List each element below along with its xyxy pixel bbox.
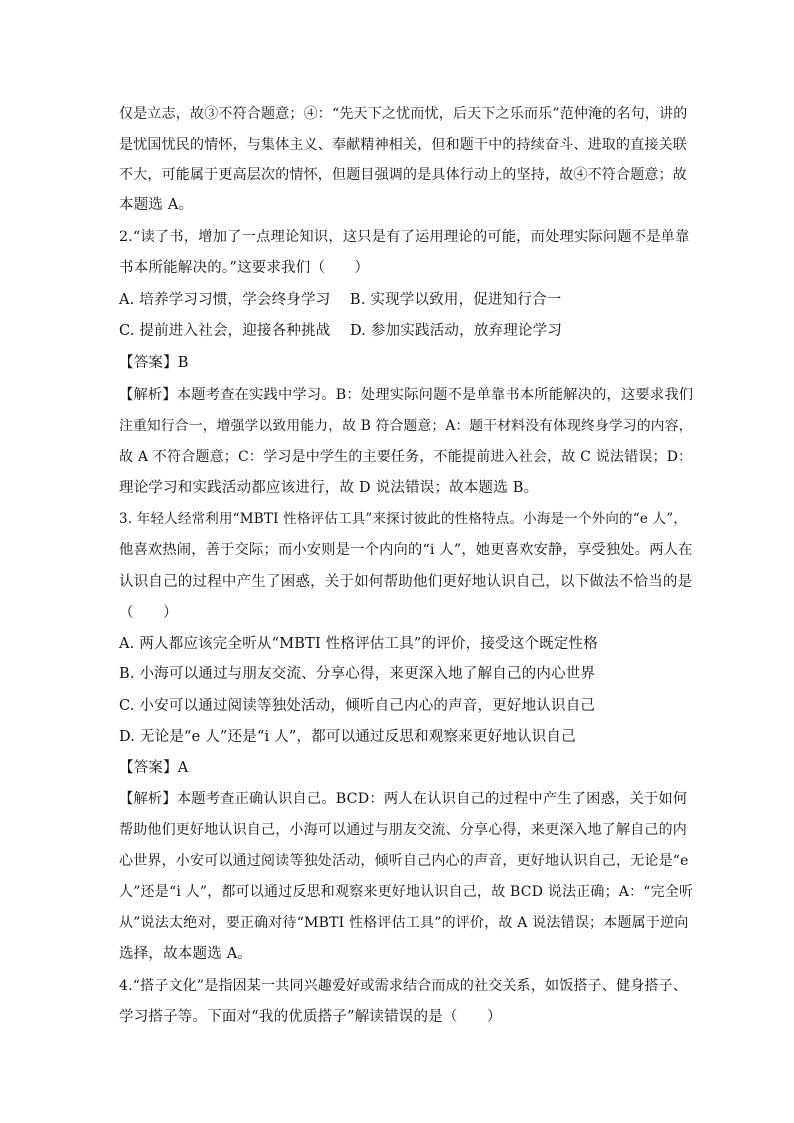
- text-line: 本题选 A。: [119, 197, 194, 213]
- question-3-option-c: C. 小安可以通过阅读等独处活动，倾听自己内心的声音，更好地认识自己: [119, 698, 596, 714]
- question-2-options-ab: A. 培养学习习惯，学会终身学习 B. 实现学以致用，促进知行合一: [119, 292, 562, 308]
- question-3-analysis: 帮助他们更好地认识自己，小海可以通过与朋友交流、分享心得，来更深入地了解自己的内: [119, 822, 687, 838]
- text-line: 是忧国忧民的情怀，与集体主义、奉献精神相关，但和题干中的持续奋斗、进取的直接关联: [119, 137, 687, 153]
- question-4-stem: 4.“搭子文化”是指因某一共同兴趣爱好或需求结合而成的社交关系，如饭搭子、健身搭子、: [119, 978, 688, 994]
- question-3-analysis: 【解析】本题考查正确认识自己。BCD：两人在认识自己的过程中产生了困惑，关于如何: [119, 791, 688, 807]
- question-2-stem: 书本所能解决的。”这要求我们（ ）: [119, 260, 370, 276]
- question-3-answer: 【答案】A: [119, 760, 189, 776]
- text-line: 不大，可能属于更高层次的情怀，但题目强调的是具体行动上的坚持，故④不符合题意；故: [119, 167, 687, 183]
- question-3-stem: 认识自己的过程中产生了困惑，关于如何帮助他们更好地认识自己，以下做法不恰当的是: [119, 574, 693, 590]
- question-2-analysis: 理论学习和实践活动都应该进行，故 D 说法错误；故本题选 B。: [119, 480, 539, 496]
- question-3-option-b: B. 小海可以通过与朋友交流、分享心得，来更深入地了解自己的内心世界: [119, 666, 596, 682]
- question-3-option-d: D. 无论是“e 人”还是“i 人”，都可以通过反思和观察来更好地认识自己: [119, 729, 576, 745]
- question-3-stem: 3. 年轻人经常利用“MBTI 性格评估工具”来探讨彼此的性格特点。小海是一个外向的“e 人”，: [119, 511, 688, 527]
- question-2-analysis: 注重知行合一，增强学以致用能力，故 B 符合题意；A：题干材料没有体现终身学习的内容，: [119, 418, 693, 434]
- question-3-analysis: 人”还是“i 人”，都可以通过反思和观察来更好地认识自己，故 BCD 说法正确；A：“完全听: [119, 884, 694, 900]
- text-line: 仅是立志，故③不符合题意；④：“先天下之忧而忧，后天下之乐而乐”范仲淹的名句，讲的: [119, 106, 688, 122]
- question-2-stem: 2.“读了书，增加了一点理论知识，这只是有了运用理论的可能，而处理实际问题不是单靠: [119, 229, 690, 245]
- question-2-analysis: 故 A 不符合题意；C：学习是中学生的主要任务，不能提前进入社会，故 C 说法错误；D：: [119, 449, 693, 465]
- question-3-stem: 他喜欢热闹，善于交际；而小安则是一个内向的“i 人”，她更喜欢安静，享受独处。两人在: [119, 542, 693, 558]
- question-3-stem: （ ）: [119, 605, 178, 621]
- question-3-analysis: 心世界，小安可以通过阅读等独处活动，倾听自己内心的声音，更好地认识自己，无论是“e: [119, 853, 689, 869]
- question-2-options-cd: C. 提前进入社会，迎接各种挑战 D. 参加实践活动，放弃理论学习: [119, 323, 563, 339]
- question-4-stem: 学习搭子等。下面对“我的优质搭子”解读错误的是（ ）: [119, 1009, 502, 1025]
- question-2-analysis: 【解析】本题考查在实践中学习。B：处理实际问题不是单靠书本所能解决的，这要求我们: [119, 387, 694, 403]
- question-3-analysis: 从”说法太绝对，要正确对待“MBTI 性格评估工具”的评价，故 A 说法错误；本题属于逆向: [119, 915, 689, 931]
- question-3-option-a: A. 两人都应该完全听从“MBTI 性格评估工具”的评价，接受这个既定性格: [119, 636, 598, 652]
- question-2-answer: 【答案】B: [119, 355, 189, 371]
- question-3-analysis: 选择，故本题选 A。: [119, 946, 253, 962]
